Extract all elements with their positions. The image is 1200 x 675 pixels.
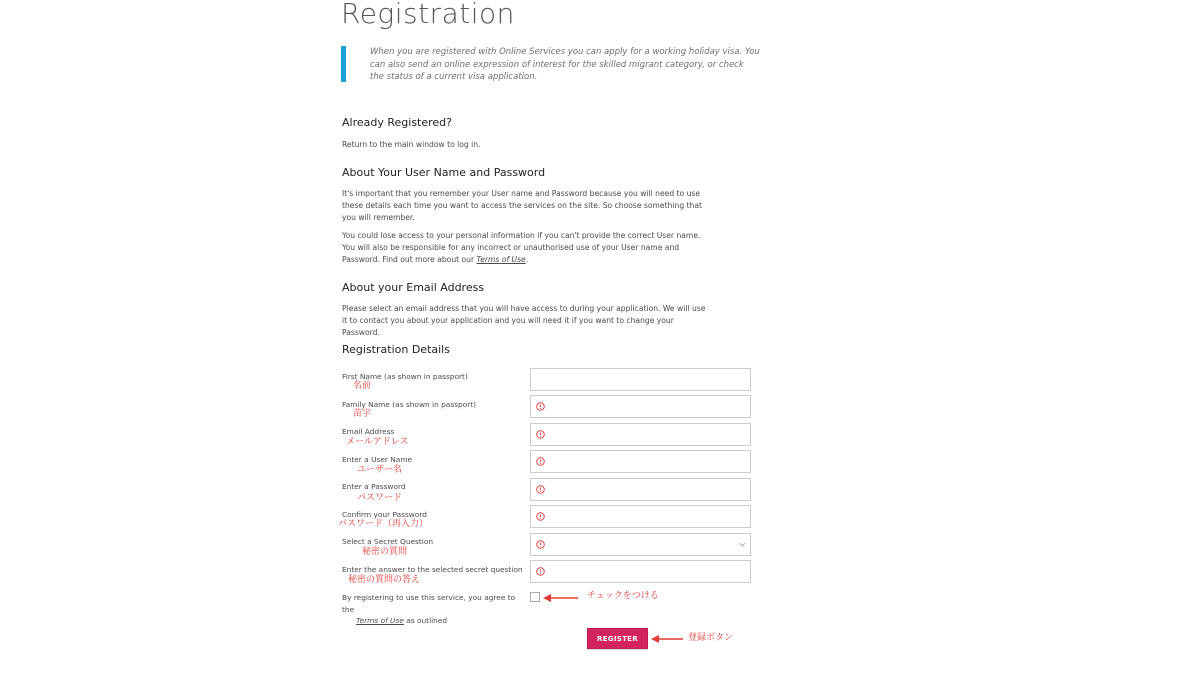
para2-after: .	[525, 255, 529, 264]
confirm-password-label: Confirm your Password	[342, 510, 427, 519]
email-heading: About your Email Address	[342, 281, 485, 294]
secret-question-label: Select a Secret Question	[342, 537, 434, 546]
agree-terms-of-use-link[interactable]: Terms of Use	[356, 616, 404, 625]
error-circle-icon	[536, 540, 545, 549]
intro-callout	[341, 46, 760, 82]
para2-text: You could lose access to your personal information if you can't provide the correct User name. You will also be responsible for any incorrect or unauthorised use of your User name and Password. Find out more about our	[342, 231, 701, 264]
error-circle-icon	[536, 485, 545, 494]
already-registered-heading: Already Registered?	[342, 116, 452, 129]
secret-answer-label: Enter the answer to the selected secret question	[342, 565, 523, 574]
first-name-input[interactable]	[530, 368, 751, 391]
family-name-jp-label: 苗字	[353, 409, 372, 419]
chevron-down-icon	[739, 542, 746, 547]
username-jp-label: ユーザー名	[357, 465, 403, 475]
email-text: Please select an email address that you will have access to during your application. We will use it to contact you about your application and you will need it if you want to change your Password.	[342, 304, 706, 337]
agree-checkbox[interactable]	[530, 592, 540, 602]
email-input[interactable]	[530, 423, 751, 446]
username-password-para1: It's important that you remember your User name and Password because you will need to use these details each time you want to access the services on the site. So choose something that you will remember.	[342, 189, 702, 222]
password-label: Enter a Password	[342, 482, 406, 491]
error-circle-icon	[536, 512, 545, 521]
arrow-left-icon	[651, 635, 683, 643]
error-circle-icon	[536, 567, 545, 576]
register-button[interactable]: REGISTER	[587, 628, 648, 649]
first-name-label: First Name (as shown in passport)	[342, 372, 468, 381]
agree-text: By registering to use this service, you agree to the	[342, 593, 516, 614]
agree-label	[342, 592, 522, 627]
error-circle-icon	[536, 402, 545, 411]
already-registered-text: Return to the main window to log in.	[342, 140, 481, 149]
terms-of-use-link[interactable]: Terms of Use	[476, 255, 526, 264]
confirm-password-input[interactable]	[530, 505, 751, 528]
password-jp-label: パスワード	[357, 493, 403, 503]
email-label: Email Address	[342, 427, 395, 436]
secret-answer-jp-label: 秘密の質問の答え	[348, 575, 421, 585]
family-name-label: Family Name (as shown in passport)	[342, 400, 477, 409]
username-label: Enter a User Name	[342, 455, 413, 464]
username-input[interactable]	[530, 450, 751, 473]
email-jp-label: メールアドレス	[346, 437, 409, 447]
error-circle-icon	[536, 430, 545, 439]
secret-question-jp-label: 秘密の質問	[362, 547, 408, 557]
family-name-input[interactable]	[530, 395, 751, 418]
page-title: Registration	[341, 0, 515, 30]
arrow-left-icon	[543, 594, 578, 602]
password-input[interactable]	[530, 478, 751, 501]
intro-text: When you are registered with Online Services you can apply for a working holiday visa. You can also send an online expression of interest for the skilled migrant category, or check the status of a current visa application.	[370, 47, 760, 82]
error-circle-icon	[536, 457, 545, 466]
username-password-heading: About Your User Name and Password	[342, 166, 546, 179]
check-annotation: チェックをつける	[587, 591, 659, 601]
registration-details-heading: Registration Details	[342, 343, 450, 356]
confirm-password-jp-label: パスワード（再入力）	[338, 519, 429, 529]
secret-question-select[interactable]	[530, 533, 751, 556]
first-name-jp-label: 名前	[353, 381, 372, 391]
register-annotation: 登録ボタン	[688, 633, 734, 643]
agree-after: as outlined	[406, 616, 448, 625]
secret-answer-input[interactable]	[530, 560, 751, 583]
username-password-para2	[342, 230, 712, 266]
